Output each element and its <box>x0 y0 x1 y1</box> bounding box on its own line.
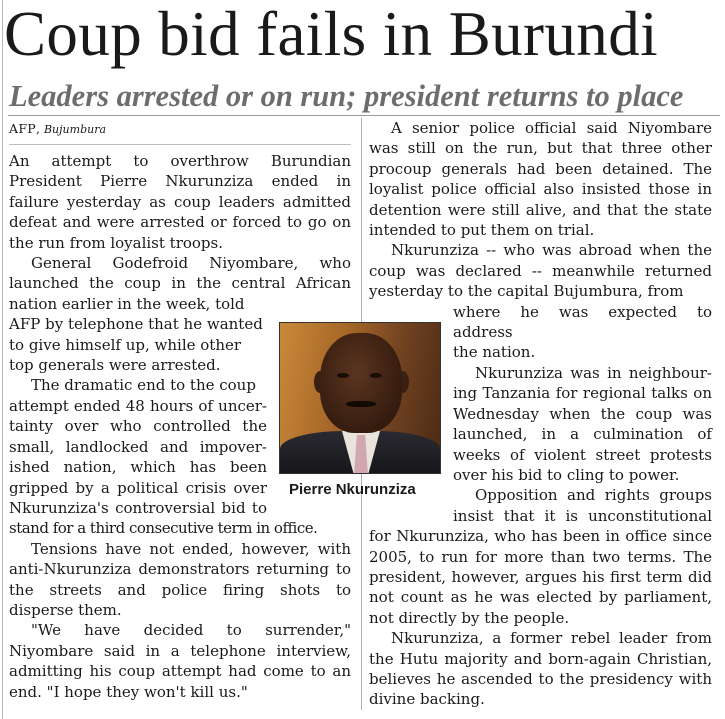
paragraph: General Godefroid Niyombare, who launched the coup in the central African nation earlier in the week, told <box>9 254 351 313</box>
paragraph-line: AFP by telephone that he wanted <box>9 315 263 334</box>
paragraph: "We have decided to surrender," Niyombare said in a telephone interview, admitting his coup attempt had come to an end. "I hope they won't kill us." <box>9 621 351 701</box>
paragraph-line: attempt ended 48 hours of uncer- <box>9 396 267 415</box>
byline <box>9 118 351 145</box>
paragraph-line: stand for a third consecutive term in office. <box>9 519 318 538</box>
byline-place: Bujumbura <box>43 123 107 136</box>
paragraph-line: gripped by a political crisis over <box>9 478 267 497</box>
eye-shape <box>337 373 349 378</box>
paragraph-line: Nkurunziza's controversial bid to <box>9 498 267 517</box>
paragraph-line: Wednesday when the coup was <box>453 404 712 423</box>
headline: Coup bid fails in Burundi <box>4 0 658 69</box>
paragraph: An attempt to overthrow Burundian President Pierre Nkurunziza ended in failure yesterday as coup leaders admitted defeat and were arrested or forced to go on the run from loyalist troops. <box>9 152 351 252</box>
photo-caption: Pierre Nkurunziza <box>289 481 416 498</box>
paragraph: Tensions have not ended, however, with anti-Nkurunziza demonstrators returning to the streets and police firing shots to disperse them. <box>9 539 351 619</box>
byline-separator: , <box>36 121 44 136</box>
paragraph: Nkurunziza, a former rebel leader from the Hutu majority and born-again Christian, believes he ascended to the presidency with divine backing. <box>369 629 712 709</box>
paragraph-line: tainty over who controlled the <box>9 417 267 436</box>
paragraph-line: insist that it is unconstitutional <box>453 506 712 525</box>
headline-rule <box>8 115 720 116</box>
paragraph-line: launched, in a culmination of <box>453 425 712 444</box>
paragraph-line: over his bid to cling to power. <box>453 465 680 484</box>
paragraph-line: ished nation, which has been <box>9 458 267 477</box>
byline-agency: AFP <box>9 121 37 136</box>
paragraph-line: to give himself up, while other <box>9 335 242 354</box>
subheadline: Leaders arrested or on run; president returns to place <box>9 79 684 113</box>
mustache-shape <box>346 401 376 407</box>
paragraph: Nkurunziza -- who was abroad when the coup was declared -- meanwhile returned yesterday to the capital Bujumbura, from <box>369 241 712 301</box>
paragraph-line: ing Tanzania for regional talks on <box>453 384 712 403</box>
paragraph-line: The dramatic end to the coup <box>31 376 256 395</box>
head-shape <box>320 333 402 433</box>
paragraph-line: small, landlocked and impover- <box>9 437 267 456</box>
paragraph-line: the nation. <box>453 343 536 362</box>
eye-shape <box>370 373 382 378</box>
portrait-photo <box>279 322 441 474</box>
paragraph: for Nkurunziza, who has been in office since 2005, to run for more than two terms. The president, however, argues his first term did not count as he was elected by parliament, not directly by the people. <box>369 527 712 627</box>
paragraph-line: where he was expected to address <box>453 302 712 342</box>
paragraph: A senior police official said Niyombare was still on the run, but that three other procoup generals had been detained. The loyalist police official also insisted those in detention were still alive, and that the state intended to put them on trial. <box>369 119 712 240</box>
page-border <box>2 0 3 719</box>
paragraph-line: weeks of violent street protests <box>453 445 712 464</box>
paragraph-line: Opposition and rights groups <box>475 486 712 505</box>
paragraph-line: Nkurunziza was in neighbour- <box>475 363 712 382</box>
paragraph-line: top generals were arrested. <box>9 356 221 375</box>
